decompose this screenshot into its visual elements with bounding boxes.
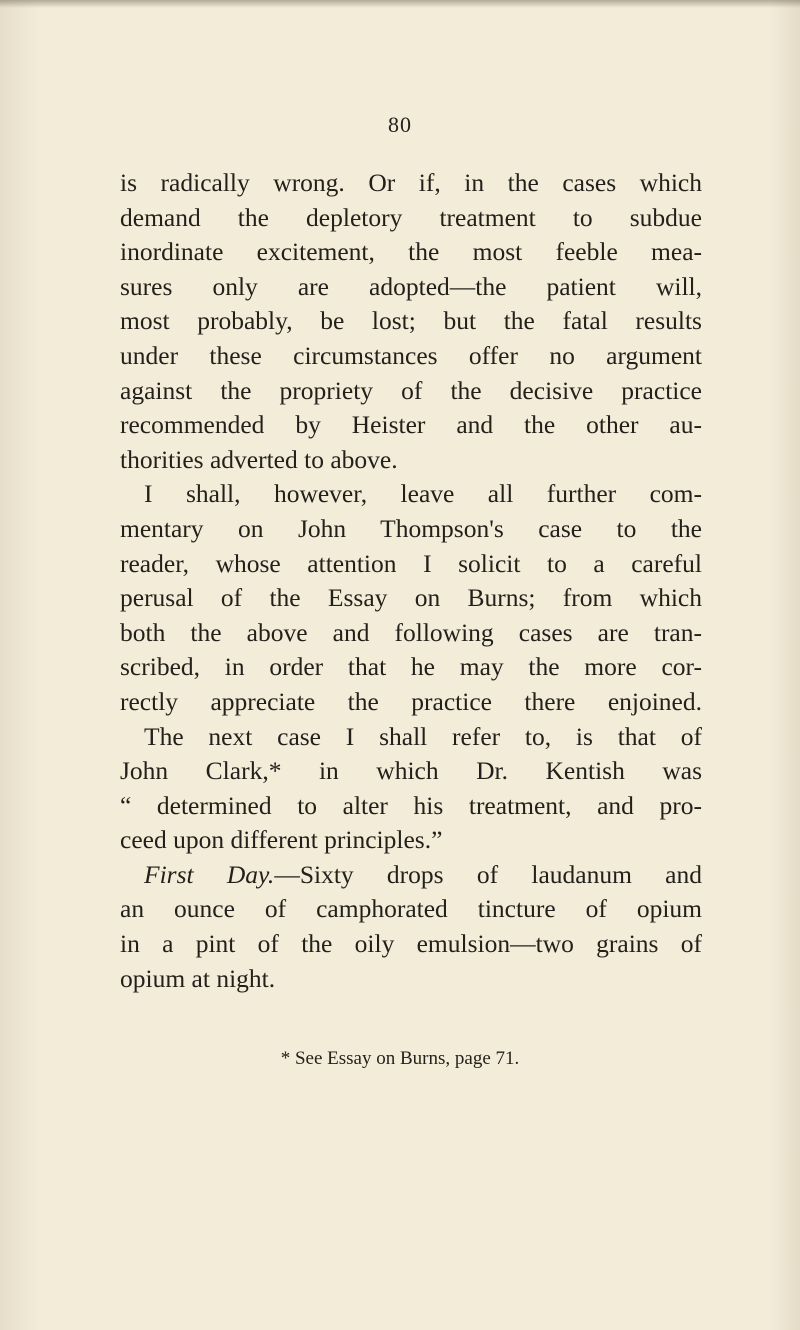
text-line: “ determined to alter his treatment, and pro- (120, 790, 702, 820)
footnote: * See Essay on Burns, page 71. (280, 1048, 520, 1069)
text-line: is radically wrong. Or if, in the cases which (120, 168, 702, 197)
text-line: perusal of the Essay on Burns; from which (120, 583, 702, 613)
text-line: mentary on John Thompson's case to the (120, 513, 702, 543)
text-line: demand the depletory treatment to subdue (120, 202, 702, 232)
text-line: reader, whose attention I solicit to a careful (120, 548, 702, 578)
body-text (120, 166, 702, 996)
text-line: under these circumstances offer no argument (120, 340, 702, 370)
page-top-edge (0, 0, 800, 8)
text-line: The next case I shall refer to, is that of (144, 721, 702, 751)
paragraph-2 (120, 477, 702, 719)
text-line: rectly appreciate the practice there enjoined. (120, 686, 702, 716)
text-line: I shall, however, leave all further com- (144, 479, 702, 509)
text-line: against the propriety of the decisive practice (120, 375, 702, 405)
text-line-rest: —Sixty drops of laudanum and (274, 859, 702, 889)
text-line: in a pint of the oily emulsion—two grains of (120, 929, 702, 959)
text-line: sures only are adopted—the patient will, (120, 271, 702, 301)
page-number: 80 (388, 112, 412, 137)
text-line: inordinate excitement, the most feeble mea- (120, 237, 702, 267)
text-line: opium at night. (120, 963, 276, 993)
text-line: ceed upon different principles.” (120, 825, 443, 855)
text-line: both the above and following cases are tran- (120, 617, 702, 647)
paragraph-3 (120, 720, 702, 858)
paragraph-1 (120, 166, 702, 477)
paragraph-4 (120, 858, 702, 996)
text-line: John Clark,* in which Dr. Kentish was (120, 756, 702, 786)
day-heading: First Day. (144, 859, 275, 889)
text-line: an ounce of camphorated tincture of opium (120, 894, 702, 924)
text-line: scribed, in order that he may the more cor- (120, 652, 702, 682)
text-line: most probably, be lost; but the fatal results (120, 306, 702, 336)
text-line: thorities adverted to above. (120, 444, 398, 474)
text-line (120, 858, 702, 893)
text-line: recommended by Heister and the other au- (120, 410, 702, 440)
